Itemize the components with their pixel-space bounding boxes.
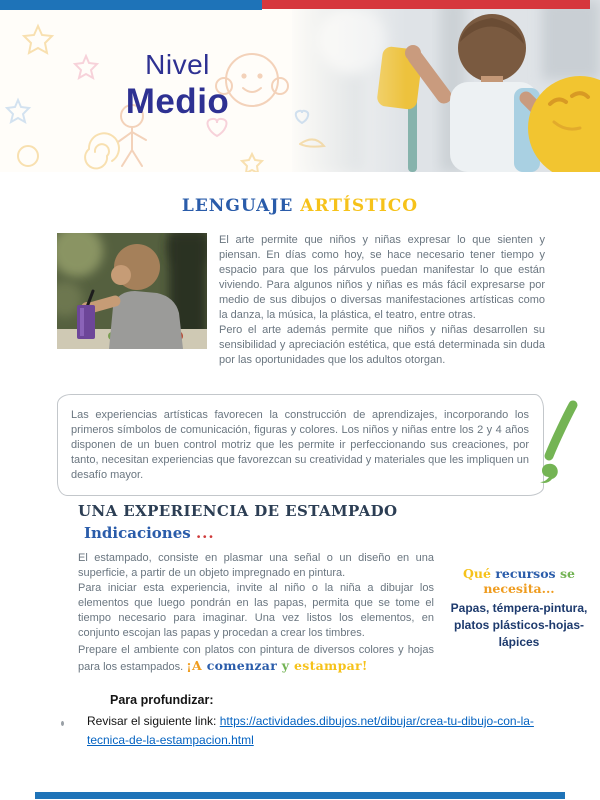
paintbrush-icon xyxy=(536,398,582,488)
resources-block xyxy=(438,566,600,651)
activity-paragraph-3: Prepare el ambiente con platos con pintura de diversos colores y hojas para los estampados. ¡A comenzar y estampar! xyxy=(78,644,434,673)
subheading-dots: ... xyxy=(195,524,215,542)
top-bar-red xyxy=(262,0,590,9)
top-bar-blue xyxy=(0,0,262,10)
external-link[interactable]: https://actividades.dibujos.net/dibujar/crea-tu-dibujo-con-la-tecnica-de-la-estampacion.html xyxy=(87,714,534,747)
intro-section xyxy=(57,233,545,368)
activity-paragraph-2: Para iniciar esta experiencia, invite al niño o la niña a dibujar los elementos que luego pondrán en las papas, permita que se tome el tiempo necesario para imaginar. Una vez listos los elementos, en conjunto escojan las papas y procedan a crear los timbres. xyxy=(78,582,434,639)
list-bullet xyxy=(61,721,64,726)
child-painting-photo xyxy=(57,233,207,349)
page-title-word1: LENGUAJE xyxy=(181,196,294,216)
activity-paragraph-1: El estampado, consiste en plasmar una señal o un diseño en una superficie, a partir de un objeto impregnado en pintura. xyxy=(78,552,434,579)
activity-body xyxy=(78,551,434,675)
callout-box xyxy=(57,394,544,496)
deepen-label: Para profundizar: xyxy=(110,693,214,707)
callout-text: Las experiencias artísticas favorecen la construcción de aprendizajes, incorporando los primeros símbolos de comunicación, figuras y colores. Los niños y niñas entre los 2 y 4 años disponen de un buen control motriz que les permite ir perfeccionando sus creaciones, por tanto, necesitan experiencias que favorezcan su creatividad y materiales que les impliquen un desafío mayor. xyxy=(71,409,529,481)
intro-text xyxy=(219,233,545,368)
activity-heading: UNA EXPERIENCIA DE ESTAMPADO xyxy=(78,502,398,520)
brand-line2: Medio xyxy=(125,82,230,122)
page-title xyxy=(0,196,600,216)
activity-subheading xyxy=(84,524,215,542)
brand-line1: Nivel xyxy=(145,49,210,80)
brand-title xyxy=(110,50,245,121)
cta-text: ¡A comenzar y estampar! xyxy=(186,658,368,673)
deepen-link-row xyxy=(87,712,547,750)
bottom-bar xyxy=(35,792,565,799)
resources-items: Papas, témpera-pintura, platos plásticos-hojas-lápices xyxy=(450,601,588,649)
link-prefix: Revisar el siguiente link: xyxy=(87,714,220,728)
page-title-word2: ARTÍSTICO xyxy=(300,196,419,216)
subheading-text: Indicaciones xyxy=(84,524,191,542)
resources-title: Qué recursos se necesita... xyxy=(463,566,575,596)
intro-paragraph-1: El arte permite que niños y niñas expresar lo que sienten y piensan. En días como hoy, se hace necesario tener tiempo y espacio para que los párvulos puedan manifestar lo que están viviendo. Para algunos niños y niñas es más fácil expresarse por medio de sus dibujos o diversas manifestaciones artísticas como la danza, la música, la plástica, el teatro, entre otras. xyxy=(219,234,545,321)
deepen-section xyxy=(57,691,555,750)
intro-paragraph-2: Pero el arte además permite que niños y niñas desarrollen su sensibilidad y apreciación estética, que está determinada sin duda por las oportunidades que los adultos otorgan. xyxy=(219,324,545,366)
header-banner xyxy=(0,0,600,172)
